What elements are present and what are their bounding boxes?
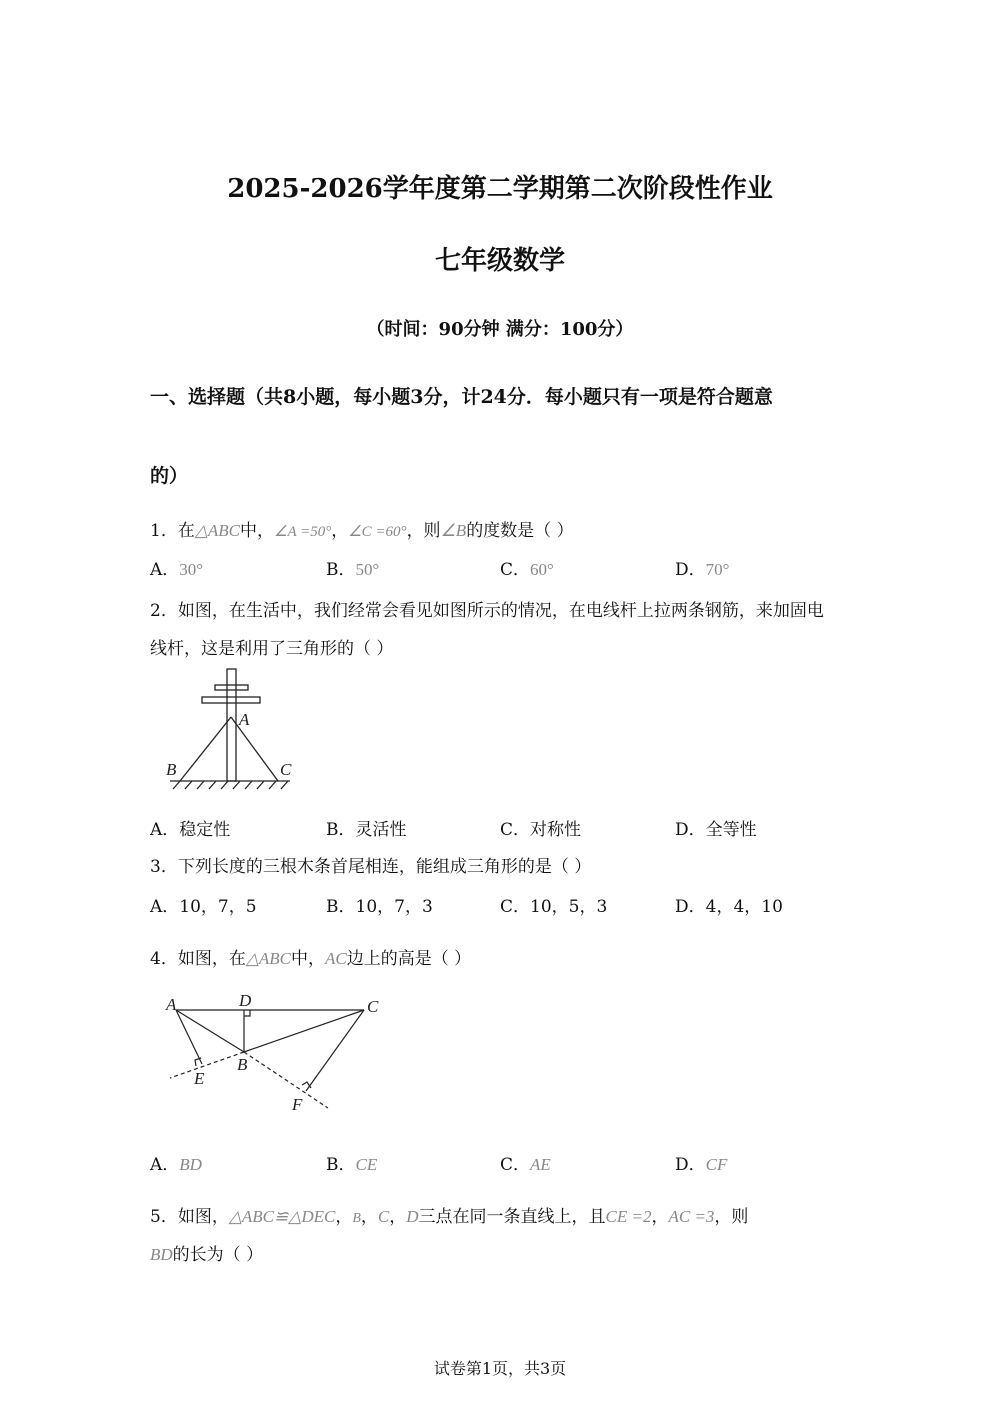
option-value: 对称性 [530,820,582,840]
q5-mid: 三点在同一条直线上，且 [418,1207,606,1227]
label-c: C [367,997,379,1016]
q3-option-d[interactable] [675,892,783,917]
q5-comma3: ， [389,1207,407,1227]
q2-option-a[interactable] [150,815,230,840]
option-value: BD [179,1155,202,1174]
q5-line2-tail: 的长为（ ） [172,1245,264,1265]
q1-angle-b: ∠B [440,521,467,540]
section-heading-line1: 一、选择题（共8小题，每小题3分，计24分．每小题只有一项是符合题意 [150,386,773,408]
altitude-cf [306,1010,364,1091]
exam-subject: 七年级数学 [434,246,565,276]
q2-option-b[interactable] [326,815,407,840]
ground-hatching [173,781,288,789]
q2-line2: 线杆，这是利用了三角形的（ ） [150,639,394,659]
option-letter: D． [675,1155,706,1175]
q1-option-c[interactable] [500,555,554,580]
right-angle-f [302,1082,311,1088]
option-value: 30° [179,560,204,579]
q4-option-d[interactable] [675,1150,727,1175]
option-letter: A． [150,897,180,917]
option-value: 灵活性 [355,820,407,840]
q4-side: AC [325,949,347,968]
exam-info: （时间：90分钟 满分：100分） [366,319,634,340]
question-5-line2 [150,1240,263,1265]
section-heading-line2: 的） [150,465,189,487]
option-letter: A． [150,820,180,840]
q5-point-d: D [406,1207,419,1226]
crossbar-upper [215,685,248,690]
q4-num: 4．如图，在 [150,949,246,969]
q1-option-a[interactable] [150,555,203,580]
wire-left [180,717,231,781]
q5-comma2: ， [360,1207,378,1227]
option-letter: D． [675,820,706,840]
label-a: A [166,995,177,1014]
q4-triangle: △ABC [245,949,292,968]
q5-comma1: ， [335,1207,353,1227]
question-4 [150,944,471,969]
q4-option-b[interactable] [326,1150,377,1175]
option-letter: B． [326,1155,356,1175]
q5-point-c: C [377,1207,390,1226]
option-value: CF [705,1155,728,1174]
q2-option-c[interactable] [500,815,581,840]
q1-option-d[interactable] [675,555,729,580]
q5-point-b: B [352,1211,361,1226]
q3-option-a[interactable] [150,892,257,917]
option-value: 全等性 [705,820,757,840]
option-letter: B． [326,897,356,917]
q4-triangle-figure [160,990,390,1115]
option-value: 60° [530,560,554,579]
q1-mid1: 中， [240,521,275,541]
crossbar-lower [202,697,260,703]
option-value: 10，7，5 [179,897,257,917]
page-footer: 试卷第1页，共3页 [433,1359,567,1378]
q1-sep1: ， [331,521,349,541]
q4-tail: 边上的高是（ ） [346,949,472,969]
q1-mid2: ，则 [406,521,441,541]
q5-num: 5．如图， [150,1207,229,1227]
q5-ac: AC =3 [668,1207,715,1226]
option-letter: A． [150,1155,180,1175]
label-c: C [280,760,292,779]
q2-option-d[interactable] [675,815,757,840]
option-value: 10，7，3 [355,897,433,917]
extension-cb [244,1052,328,1108]
option-letter: C． [500,560,531,580]
exam-title: 2025-2026学年度第二学期第二次阶段性作业 [227,174,773,204]
q5-ce: CE =2 [605,1207,652,1226]
option-value: CE [355,1155,378,1174]
option-value: 70° [705,560,730,579]
q5-comma4: ， [651,1207,669,1227]
q2-pole-figure [160,665,300,795]
q4-option-a[interactable] [150,1150,202,1175]
question-5 [150,1202,748,1227]
label-b: B [166,760,177,779]
q4-option-c[interactable] [500,1150,551,1175]
option-value: AE [530,1155,551,1174]
q1-option-b[interactable] [326,555,379,580]
right-angle-d [244,1010,250,1016]
option-value: 10，5，3 [530,897,608,917]
q3-line: 3．下列长度的三根木条首尾相连，能组成三角形的是（ ） [150,857,592,877]
pole [227,669,236,781]
q5-tail: ，则 [714,1207,749,1227]
q1-triangle: △ABC [194,521,241,540]
option-letter: A． [150,560,180,580]
option-letter: B． [326,560,356,580]
label-a: A [239,710,250,729]
q1-angle-c: ∠C =60° [348,524,407,540]
q5-bd: BD [150,1245,173,1264]
option-value: 4，4，10 [705,897,783,917]
q4-mid: 中， [291,949,326,969]
option-letter: C． [500,897,531,917]
option-letter: C． [500,1155,531,1175]
label-e: E [194,1069,205,1088]
option-value: 稳定性 [179,820,231,840]
option-letter: D． [675,897,706,917]
q1-num: 1．在 [150,521,195,541]
q2-line1: 2．如图，在生活中，我们经常会看见如图所示的情况，在电线杆上拉两条钢筋，来加固电 [150,601,824,621]
side-bc [244,1010,364,1052]
q5-congruence: △ABC≌△DEC [228,1207,336,1226]
label-b: B [237,1055,248,1074]
question-1 [150,516,574,541]
q1-angle-a: ∠A =50° [274,524,332,540]
label-d: D [239,991,252,1010]
extension-ab [170,1052,244,1078]
option-letter: B． [326,820,356,840]
option-letter: C． [500,820,531,840]
option-letter: D． [675,560,706,580]
q1-tail: 的度数是（ ） [466,521,574,541]
q3-option-b[interactable] [326,892,433,917]
q3-option-c[interactable] [500,892,607,917]
option-value: 50° [355,560,380,579]
label-f: F [292,1095,303,1114]
